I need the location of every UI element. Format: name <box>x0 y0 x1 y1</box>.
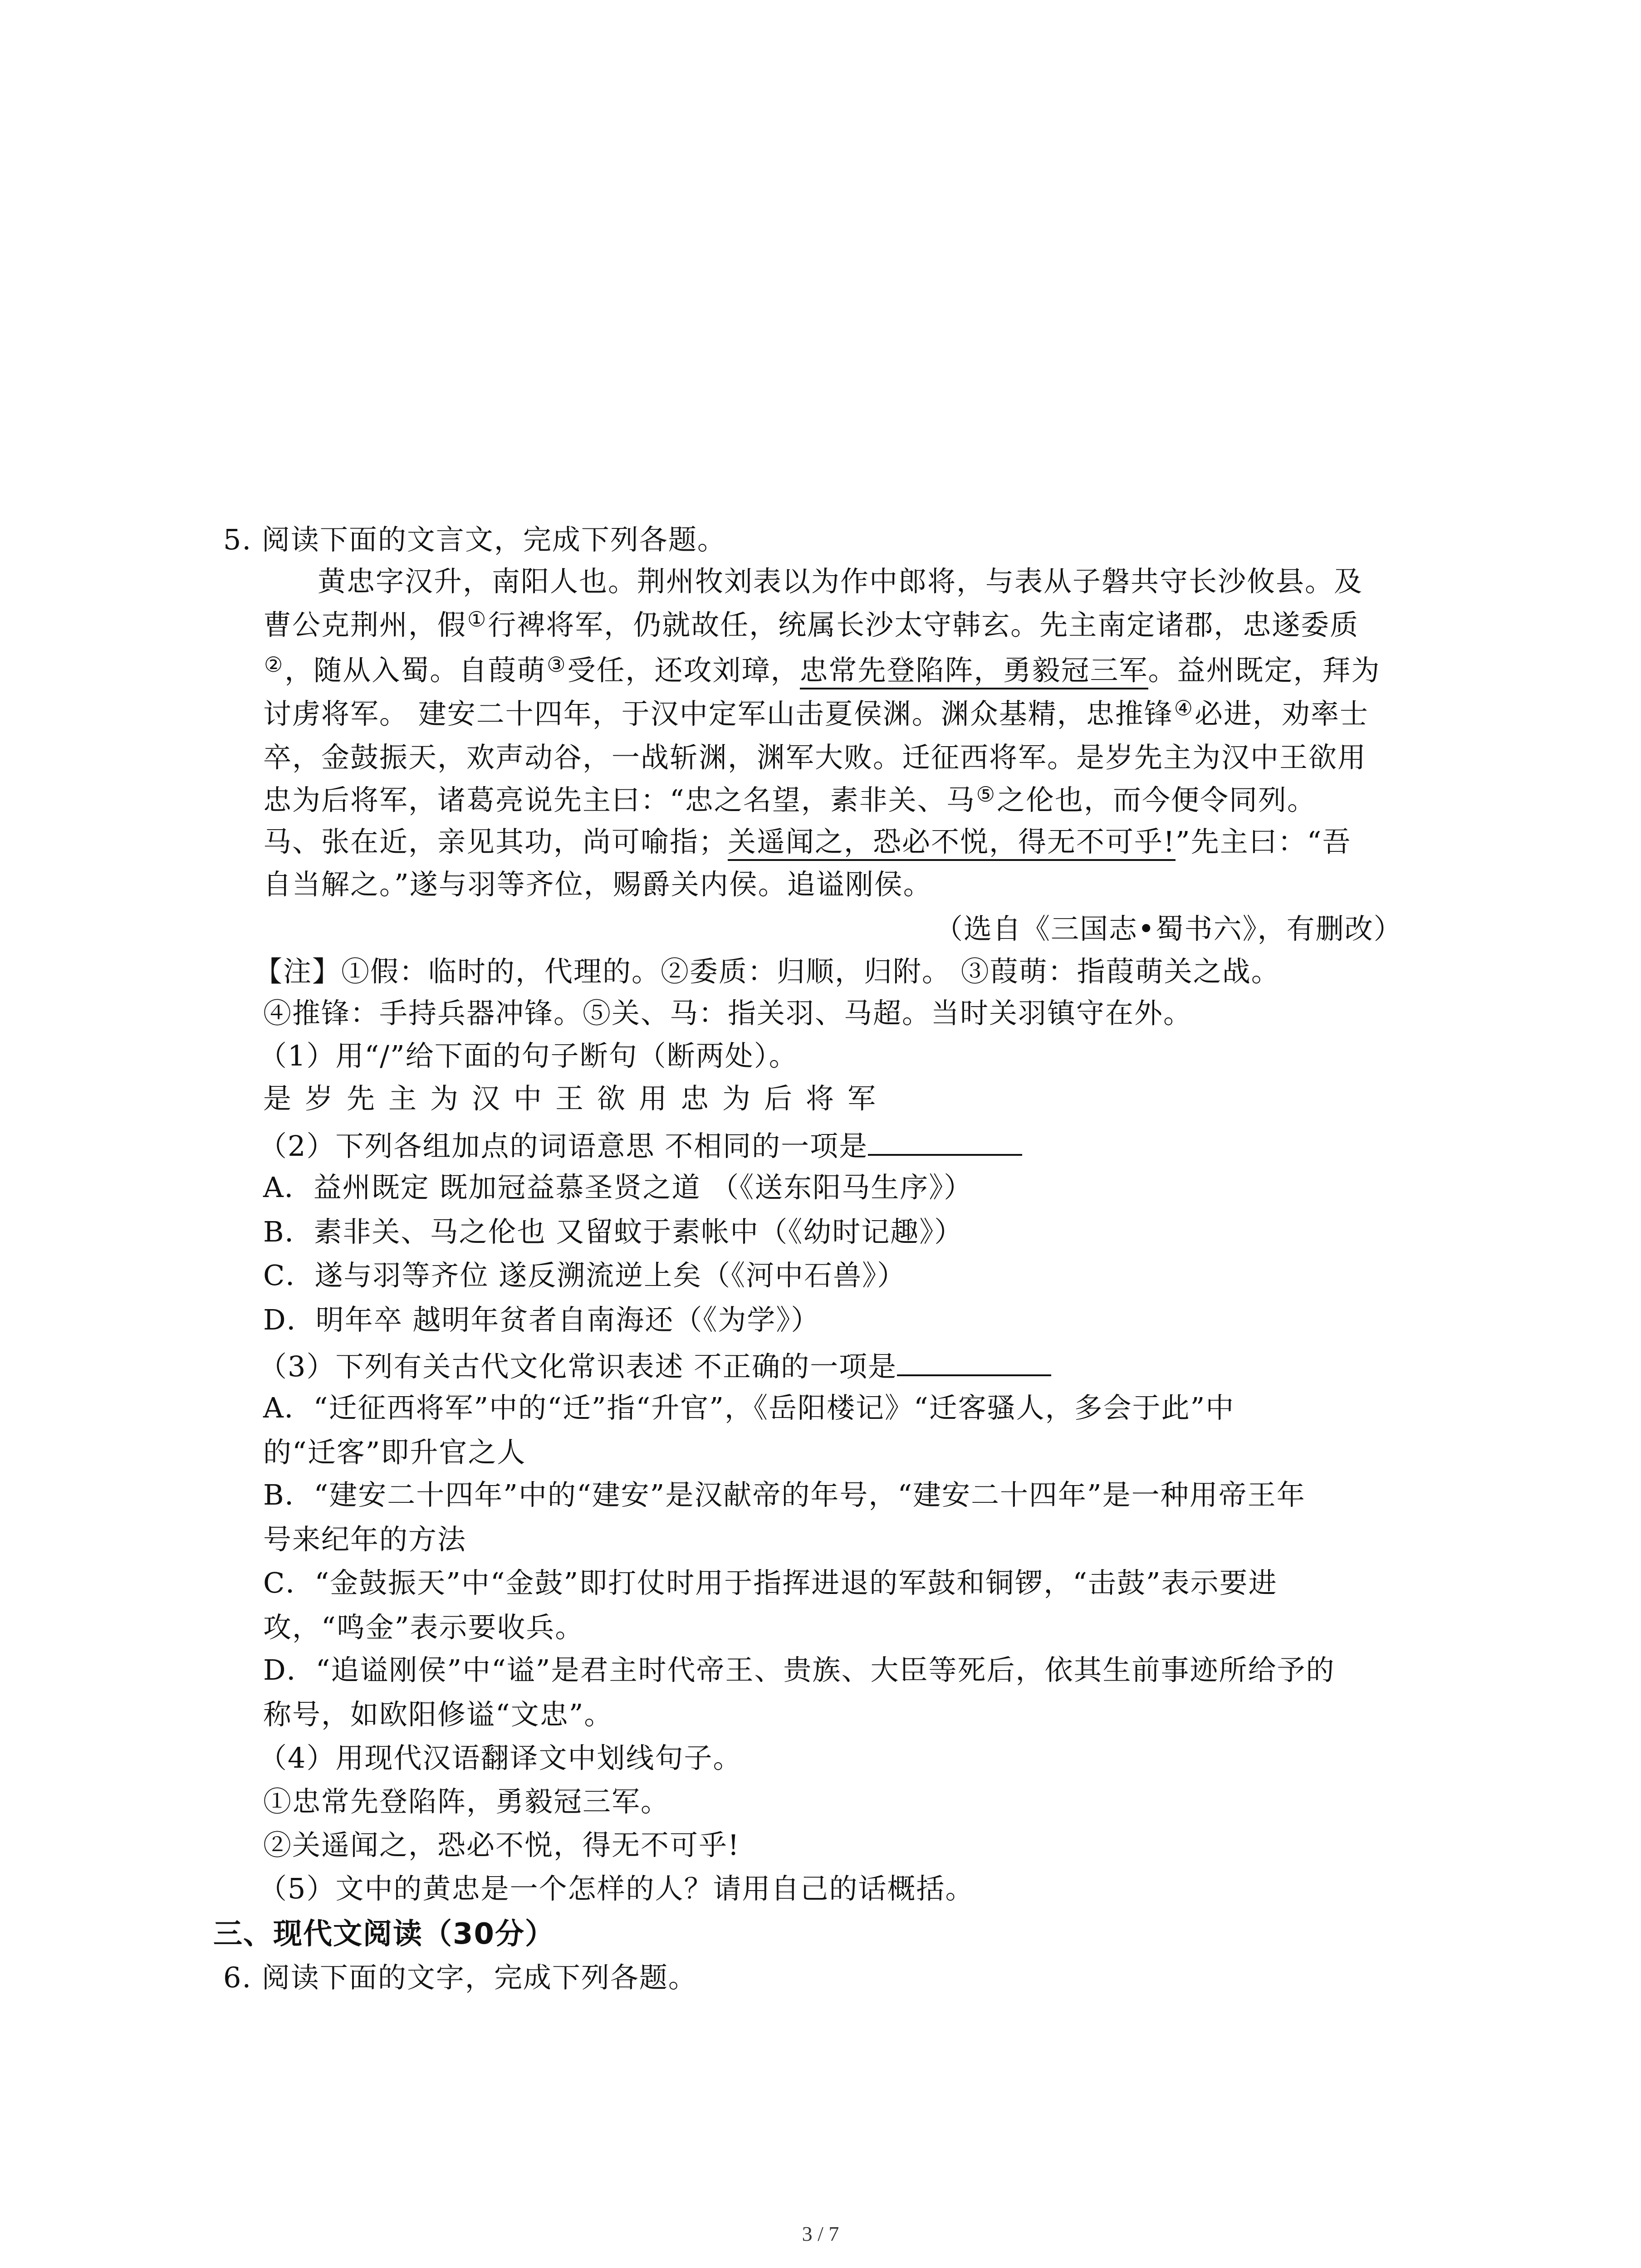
q3-option-a-line1: A．“迁征西将军”中的“迁”指“升官”，《岳阳楼记》“迁客骚人，多会于此”中 <box>263 1391 1235 1424</box>
q2-option-c: C．遂与羽等齐位 遂反溯流逆上矣（《河中石兽》） <box>263 1259 906 1292</box>
footnote-marker-5: ⑤ <box>976 782 996 807</box>
page-number: 3 / 7 <box>802 2222 839 2245</box>
q4-sentence-2: ②关遥闻之，恐必不悦，得无不可乎! <box>263 1828 740 1862</box>
section-3-title: 三、现代文阅读（30分） <box>213 1917 555 1951</box>
q4-prompt: （4）用现代汉语翻译文中划线句子。 <box>259 1741 742 1774</box>
passage-text: ，随从入蜀。自葭萌 <box>284 654 546 687</box>
passage-line-2 <box>263 607 1359 643</box>
passage-text: 讨虏将军。 建安二十四年，于汉中定军山击夏侯渊。渊众基精，忠推锋 <box>263 697 1173 730</box>
q1-sentence: 是岁先主为汉中王欲用忠为后将军 <box>263 1082 890 1115</box>
q3-option-c-line1: C．“金鼓振天”中“金鼓”即打仗时用于指挥进退的军鼓和铜锣，“击鼓”表示要进 <box>263 1566 1278 1599</box>
notes-line-2: ④推锋：手持兵器冲锋。⑤关、马：指关羽、马超。当时关羽镇守在外。 <box>263 997 1193 1030</box>
passage-text: 受任，还攻刘璋， <box>567 654 800 687</box>
q5-prompt: （5）文中的黄忠是一个怎样的人？请用自己的话概括。 <box>259 1872 975 1905</box>
footnote-marker-4: ④ <box>1174 696 1194 720</box>
underlined-sentence-1: 忠常先登陷阵，勇毅冠三军 <box>800 654 1148 689</box>
q2-answer-blank[interactable] <box>868 1127 1022 1156</box>
passage-text: 之伦也，而今便令同列。 <box>996 783 1316 816</box>
footnote-marker-1: ① <box>467 607 487 631</box>
passage-line-6 <box>263 782 1316 818</box>
q3-prompt-text: （3）下列有关古代文化常识表述 不正确的一项是 <box>259 1350 897 1383</box>
notes-line-1: 【注】①假：临时的，代理的。②委质：归顺，归附。 ③葭萌：指葭萌关之战。 <box>254 955 1280 988</box>
passage-line-5: 卒，金鼓振天，欢声动谷，一战斩渊，渊军大败。迁征西将军。是岁先主为汉中王欲用 <box>263 741 1367 774</box>
q3-option-d-line1: D．“追谥刚侯”中“谥”是君主时代帝王、贵族、大臣等死后，依其生前事迹所给予的 <box>263 1653 1335 1686</box>
q4-sentence-1: ①忠常先登陷阵，勇毅冠三军。 <box>263 1785 670 1818</box>
passage-text: 必进，劝率士 <box>1194 697 1369 730</box>
question-6-stem: 6. 阅读下面的文字，完成下列各题。 <box>223 1961 697 1994</box>
q2-option-d: D．明年卒 越明年贫者自南海还（《为学》） <box>263 1303 820 1336</box>
footnote-marker-3: ③ <box>547 652 567 677</box>
q2-prompt <box>259 1127 1022 1164</box>
q3-option-b-line1: B．“建安二十四年”中的“建安”是汉献帝的年号，“建安二十四年”是一种用帝王年 <box>263 1478 1306 1511</box>
q3-option-b-line2: 号来纪年的方法 <box>263 1523 467 1556</box>
passage-line-8: 自当解之。”遂与羽等齐位，赐爵关内侯。追谥刚侯。 <box>263 868 932 901</box>
passage-text: 马、张在近，亲见其功，尚可喻指； <box>263 825 728 858</box>
passage-text: 。益州既定，拜为 <box>1148 654 1381 687</box>
q2-option-b: B．素非关、马之伦也 又留蚊于素帐中（《幼时记趣》） <box>263 1215 964 1248</box>
passage-source: （选自《三国志•蜀书六》，有删改） <box>935 912 1403 945</box>
passage-line-3 <box>263 652 1381 689</box>
passage-text: ”先主曰：“吾 <box>1175 825 1352 858</box>
q1-prompt: （1）用“/”给下面的句子断句（断两处）。 <box>259 1039 798 1072</box>
q3-prompt <box>259 1347 1051 1385</box>
passage-text: 忠为后将军，诸葛亮说先主曰：“忠之名望，素非关、马 <box>263 783 975 816</box>
passage-line-4 <box>263 696 1369 732</box>
passage-text: 曹公克荆州，假 <box>263 608 467 641</box>
underlined-sentence-2: 关遥闻之，恐必不悦，得无不可乎! <box>728 825 1176 861</box>
question-5-stem: 5. 阅读下面的文言文，完成下列各题。 <box>223 523 726 556</box>
q3-option-d-line2: 称号，如欧阳修谥“文忠”。 <box>263 1698 613 1731</box>
q2-option-a: A．益州既定 既加冠益慕圣贤之道 （《送东阳马生序》） <box>263 1171 973 1204</box>
passage-text: 行裨将军，仍就故任，统属长沙太守韩玄。先主南定诸郡，忠遂委质 <box>488 608 1359 641</box>
footnote-marker-2: ② <box>264 652 284 677</box>
q2-prompt-text: （2）下列各组加点的词语意思 不相同的一项是 <box>259 1129 868 1163</box>
q3-answer-blank[interactable] <box>897 1347 1051 1376</box>
q3-option-a-line2: 的“迁客”即升官之人 <box>263 1436 526 1469</box>
q3-option-c-line2: 攻，“鸣金”表示要收兵。 <box>263 1611 584 1644</box>
passage-line-7 <box>263 824 1351 860</box>
passage-line-1: 黄忠字汉升，南阳人也。荆州牧刘表以为作中郎将，与表从子磐共守长沙攸县。及 <box>318 565 1363 598</box>
